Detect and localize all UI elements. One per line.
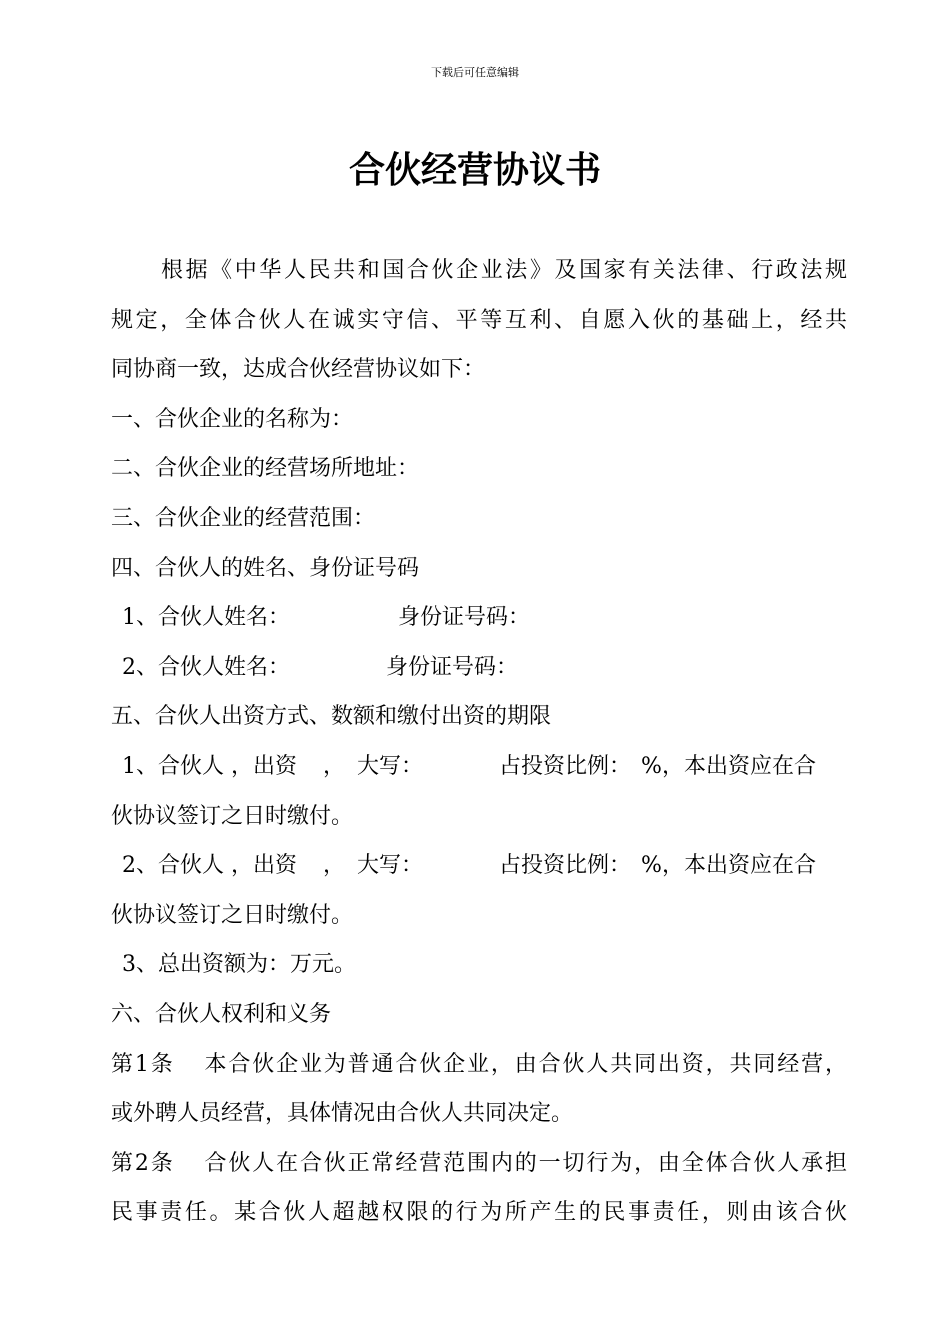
section-6-heading: 六、合伙人权利和义务 <box>111 1001 332 1027</box>
contribution-1-partner: 1、合伙人 ，出资 <box>122 753 297 779</box>
contribution-2-partner: 2、合伙人 ，出资 <box>122 853 297 879</box>
article-1-label: 第1条 <box>111 1051 175 1077</box>
contribution-2-line-2: 伙协议签订之日时缴付。 <box>111 902 354 928</box>
article-2 <box>111 1139 847 1238</box>
contribution-1-line-1 <box>111 742 847 792</box>
contribution-2-line-1 <box>111 841 847 891</box>
intro-line-2: 规定，全体合伙人在诚实守信、平等互利、自愿入伙的基础上，经共 <box>111 307 847 333</box>
total-contribution: 3、总出资额为：万元。 <box>122 952 356 978</box>
section-4-heading: 四、合伙人的姓名、身份证号码 <box>111 555 420 581</box>
contribution-1-line-2: 伙协议签订之日时缴付。 <box>111 803 354 829</box>
partner-2-row <box>111 643 847 693</box>
contribution-2-comma: ， <box>323 853 346 879</box>
contribution-1 <box>111 742 847 841</box>
intro-line-3: 同协商一致，达成合伙经营协议如下： <box>111 357 486 383</box>
contribution-1-comma: ， <box>323 753 346 779</box>
partner-1-name-label: 1、合伙人姓名： <box>122 605 290 631</box>
intro-line-1: 根据《中华人民共和国合伙企业法》及国家有关法律、行政法规 <box>161 258 847 283</box>
section-1-heading: 一、合伙企业的名称为： <box>111 406 354 432</box>
article-1 <box>111 1040 847 1139</box>
article-2-text-1: 合伙人在合伙正常经营范围内的一切行为，由全体合伙人承担 <box>202 1150 847 1176</box>
article-2-line-2: 民事责任。某合伙人超越权限的行为所产生的民事责任，则由该合伙 <box>111 1200 847 1226</box>
document-title: 合伙经营协议书 <box>348 150 601 191</box>
page-header-note: 下载后可任意编辑 <box>431 66 519 79</box>
document-body <box>111 246 847 1238</box>
article-1-text-1: 本合伙企业为普通合伙企业，由合伙人共同出资，共同经营， <box>202 1051 847 1077</box>
contribution-1-terms: %，本出资应在合 <box>641 753 816 779</box>
section-2-heading: 二、合伙企业的经营场所地址： <box>111 456 420 482</box>
intro-paragraph <box>111 246 847 395</box>
article-1-line-1 <box>111 1040 847 1090</box>
contribution-2 <box>111 841 847 940</box>
contribution-2-capital-label: 大写： <box>357 853 424 879</box>
partner-1-id-label: 身份证号码： <box>398 605 531 631</box>
article-1-line-2: 或外聘人员经营，具体情况由合伙人共同决定。 <box>111 1101 574 1127</box>
partner-2-id-label: 身份证号码： <box>386 654 519 680</box>
contribution-2-ratio-label: 占投资比例： <box>499 853 632 879</box>
article-2-label: 第2条 <box>111 1150 175 1176</box>
contribution-1-ratio-label: 占投资比例： <box>499 753 632 779</box>
contribution-1-capital-label: 大写： <box>357 753 424 779</box>
contribution-2-terms: %，本出资应在合 <box>641 853 816 879</box>
partner-2-name-label: 2、合伙人姓名： <box>122 654 290 680</box>
article-2-line-1 <box>111 1139 847 1189</box>
section-3-heading: 三、合伙企业的经营范围： <box>111 505 376 531</box>
section-5-heading: 五、合伙人出资方式、数额和缴付出资的期限 <box>111 704 552 730</box>
partner-1-row <box>111 593 847 643</box>
